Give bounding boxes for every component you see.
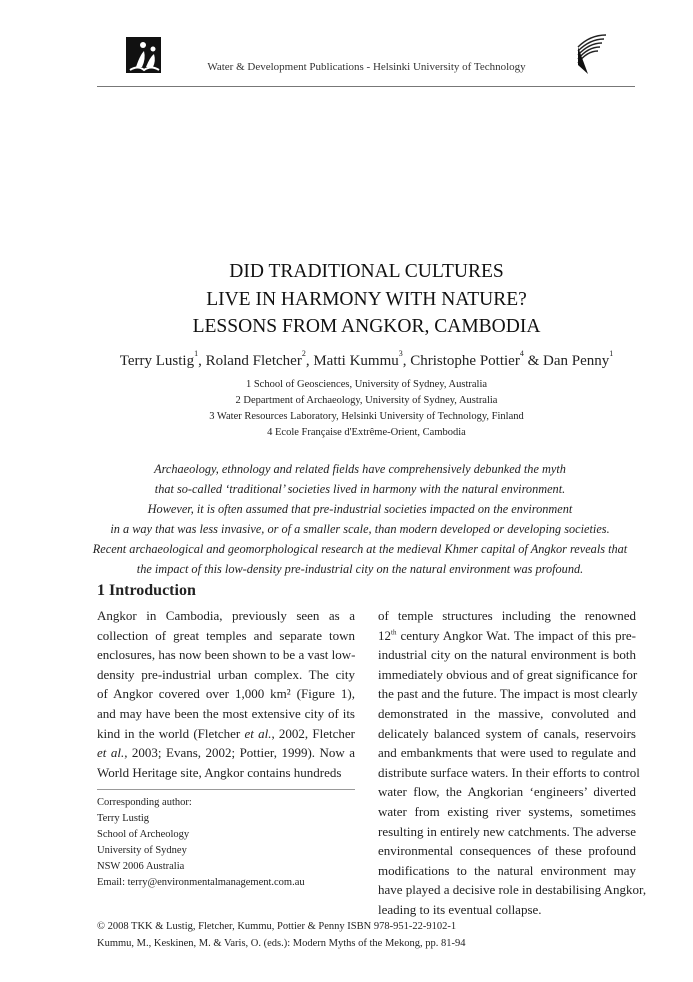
body-text-line: water from existing river systems, sometimes	[378, 803, 636, 819]
affiliation-marker: 2	[301, 349, 306, 358]
section-title: Introduction	[109, 582, 196, 599]
author-separator: ,	[305, 353, 314, 369]
title-line: DID TRADITIONAL CULTURES	[229, 261, 504, 282]
footnote-line: School of Archeology	[97, 829, 190, 840]
body-text-line: and embankments that were used to regulate and	[378, 745, 636, 761]
footnote-line: University of Sydney	[97, 845, 187, 856]
body-text-line: the past and the future. The impact is most clearly	[378, 686, 638, 702]
title-line: LESSONS FROM ANGKOR, CAMBODIA	[192, 316, 541, 337]
body-text-line: and may have been the most extensive city of its	[97, 705, 355, 721]
body-text-line: industrial city on the natural environment is both	[378, 647, 636, 663]
affiliation-marker: 1	[609, 349, 614, 358]
header-divider	[97, 86, 635, 87]
body-text-line: enclosures, has now been shown to be a vast low-	[97, 647, 356, 663]
affiliation: 4 Ecole Française d'Extrême-Orient, Cambodia	[267, 427, 466, 438]
footnote-line: Terry Lustig	[97, 813, 150, 824]
body-text-line: 12th century Angkor Wat. The impact of this pre-	[378, 627, 636, 643]
right-column	[378, 606, 647, 920]
body-text-line: resulting in entirely new catchments. The adverse	[378, 823, 636, 839]
paper-title	[0, 258, 693, 341]
body-text-line: et al., 2003; Evans, 2002; Pottier, 1999). Now a	[97, 745, 355, 761]
author-name: Roland Fletcher	[205, 353, 302, 369]
body-text-line: modifications to the natural environment may	[378, 862, 636, 878]
body-text-line: collection of great temples and separate town	[97, 627, 355, 643]
abstract-line: in a way that was less invasive, or of a smaller scale, than modern developed or developing societies.	[110, 522, 610, 536]
body-text-line: density pre-industrial urban complex. The city	[97, 666, 355, 682]
body-text-line: of Angkor covered over 1,000 km² (Figure 1),	[97, 686, 355, 702]
publisher-header: Water & Development Publications - Helsinki University of Technology	[207, 61, 526, 73]
abstract-line: Archaeology, ethnology and related fields have comprehensively debunked the myth	[154, 462, 566, 476]
author-separator: ,	[402, 353, 411, 369]
affiliation: 3 Water Resources Laboratory, Helsinki University of Technology, Finland	[209, 411, 524, 422]
abstract-line: However, it is often assumed that pre-industrial societies impacted on the environment	[147, 502, 573, 516]
footnote-line: NSW 2006 Australia	[97, 861, 185, 872]
affiliation-marker: 1	[194, 349, 199, 358]
citation-line: Kummu, M., Keskinen, M. & Varis, O. (eds.): Modern Myths of the Mekong, pp. 81-94	[97, 938, 466, 949]
abstract-line: Recent archaeological and geomorphological research at the medieval Khmer capital of Angkor reveals that	[92, 542, 628, 556]
author-list	[0, 349, 693, 370]
section-number: 1	[97, 582, 105, 599]
affiliations	[0, 377, 693, 441]
body-text-line: have played a decisive role in destabilising Angkor,	[378, 882, 647, 898]
author-separator: ,	[198, 353, 206, 369]
title-line: LIVE IN HARMONY WITH NATURE?	[206, 288, 527, 310]
author-name: Christophe Pottier	[410, 353, 520, 369]
corresponding-author-footnote	[97, 795, 305, 891]
section-heading	[97, 582, 196, 600]
body-text-line: demonstrated in the massive, convoluted and	[378, 705, 636, 721]
footnote-line: Corresponding author:	[97, 797, 192, 808]
body-text-line: water flow, the Angkorian ‘engineers’ diverted	[378, 784, 636, 800]
affiliation-marker: 3	[398, 349, 403, 358]
abstract	[80, 459, 640, 579]
footnote-line: Email: terry@environmentalmanagement.com.au	[97, 877, 305, 888]
page-footer	[97, 918, 465, 952]
body-text-line: World Heritage site, Angkor contains hundreds	[97, 764, 342, 780]
footnote-divider	[97, 789, 355, 790]
body-text-line: delicately balanced system of canals, reservoirs	[378, 725, 636, 741]
body-text-line: environmental consequences of these profound	[378, 843, 636, 859]
copyright-line: © 2008 TKK & Lustig, Fletcher, Kummu, Pottier & Penny ISBN 978-951-22-9102-1	[97, 921, 457, 932]
affiliation: 1 School of Geosciences, University of Sydney, Australia	[245, 379, 488, 390]
body-text-line: immediately obvious and of great significance for	[378, 666, 638, 682]
author-name: Dan Penny	[543, 353, 610, 369]
body-text-line: kind in the world (Fletcher et al., 2002, Fletcher	[97, 725, 355, 741]
body-text-line: Angkor in Cambodia, previously seen as a	[97, 608, 355, 623]
affiliation-marker: 4	[519, 349, 524, 358]
author-name: Terry Lustig	[119, 353, 195, 369]
body-text-line: distribute surface waters. In their efforts to control	[378, 764, 640, 780]
body-text-line: leading to its eventual collapse.	[378, 901, 542, 917]
author-name: Matti Kummu	[313, 353, 399, 369]
abstract-line: that so-called ‘traditional’ societies lived in harmony with the natural environment.	[154, 482, 566, 496]
body-text-line: of temple structures including the renowned	[378, 608, 636, 623]
abstract-line: the impact of this low-density pre-industrial city on the natural environment was profound.	[136, 562, 584, 576]
left-column	[97, 606, 355, 782]
author-separator: &	[523, 353, 543, 369]
affiliation: 2 Department of Archaeology, University of Sydney, Australia	[235, 395, 498, 406]
